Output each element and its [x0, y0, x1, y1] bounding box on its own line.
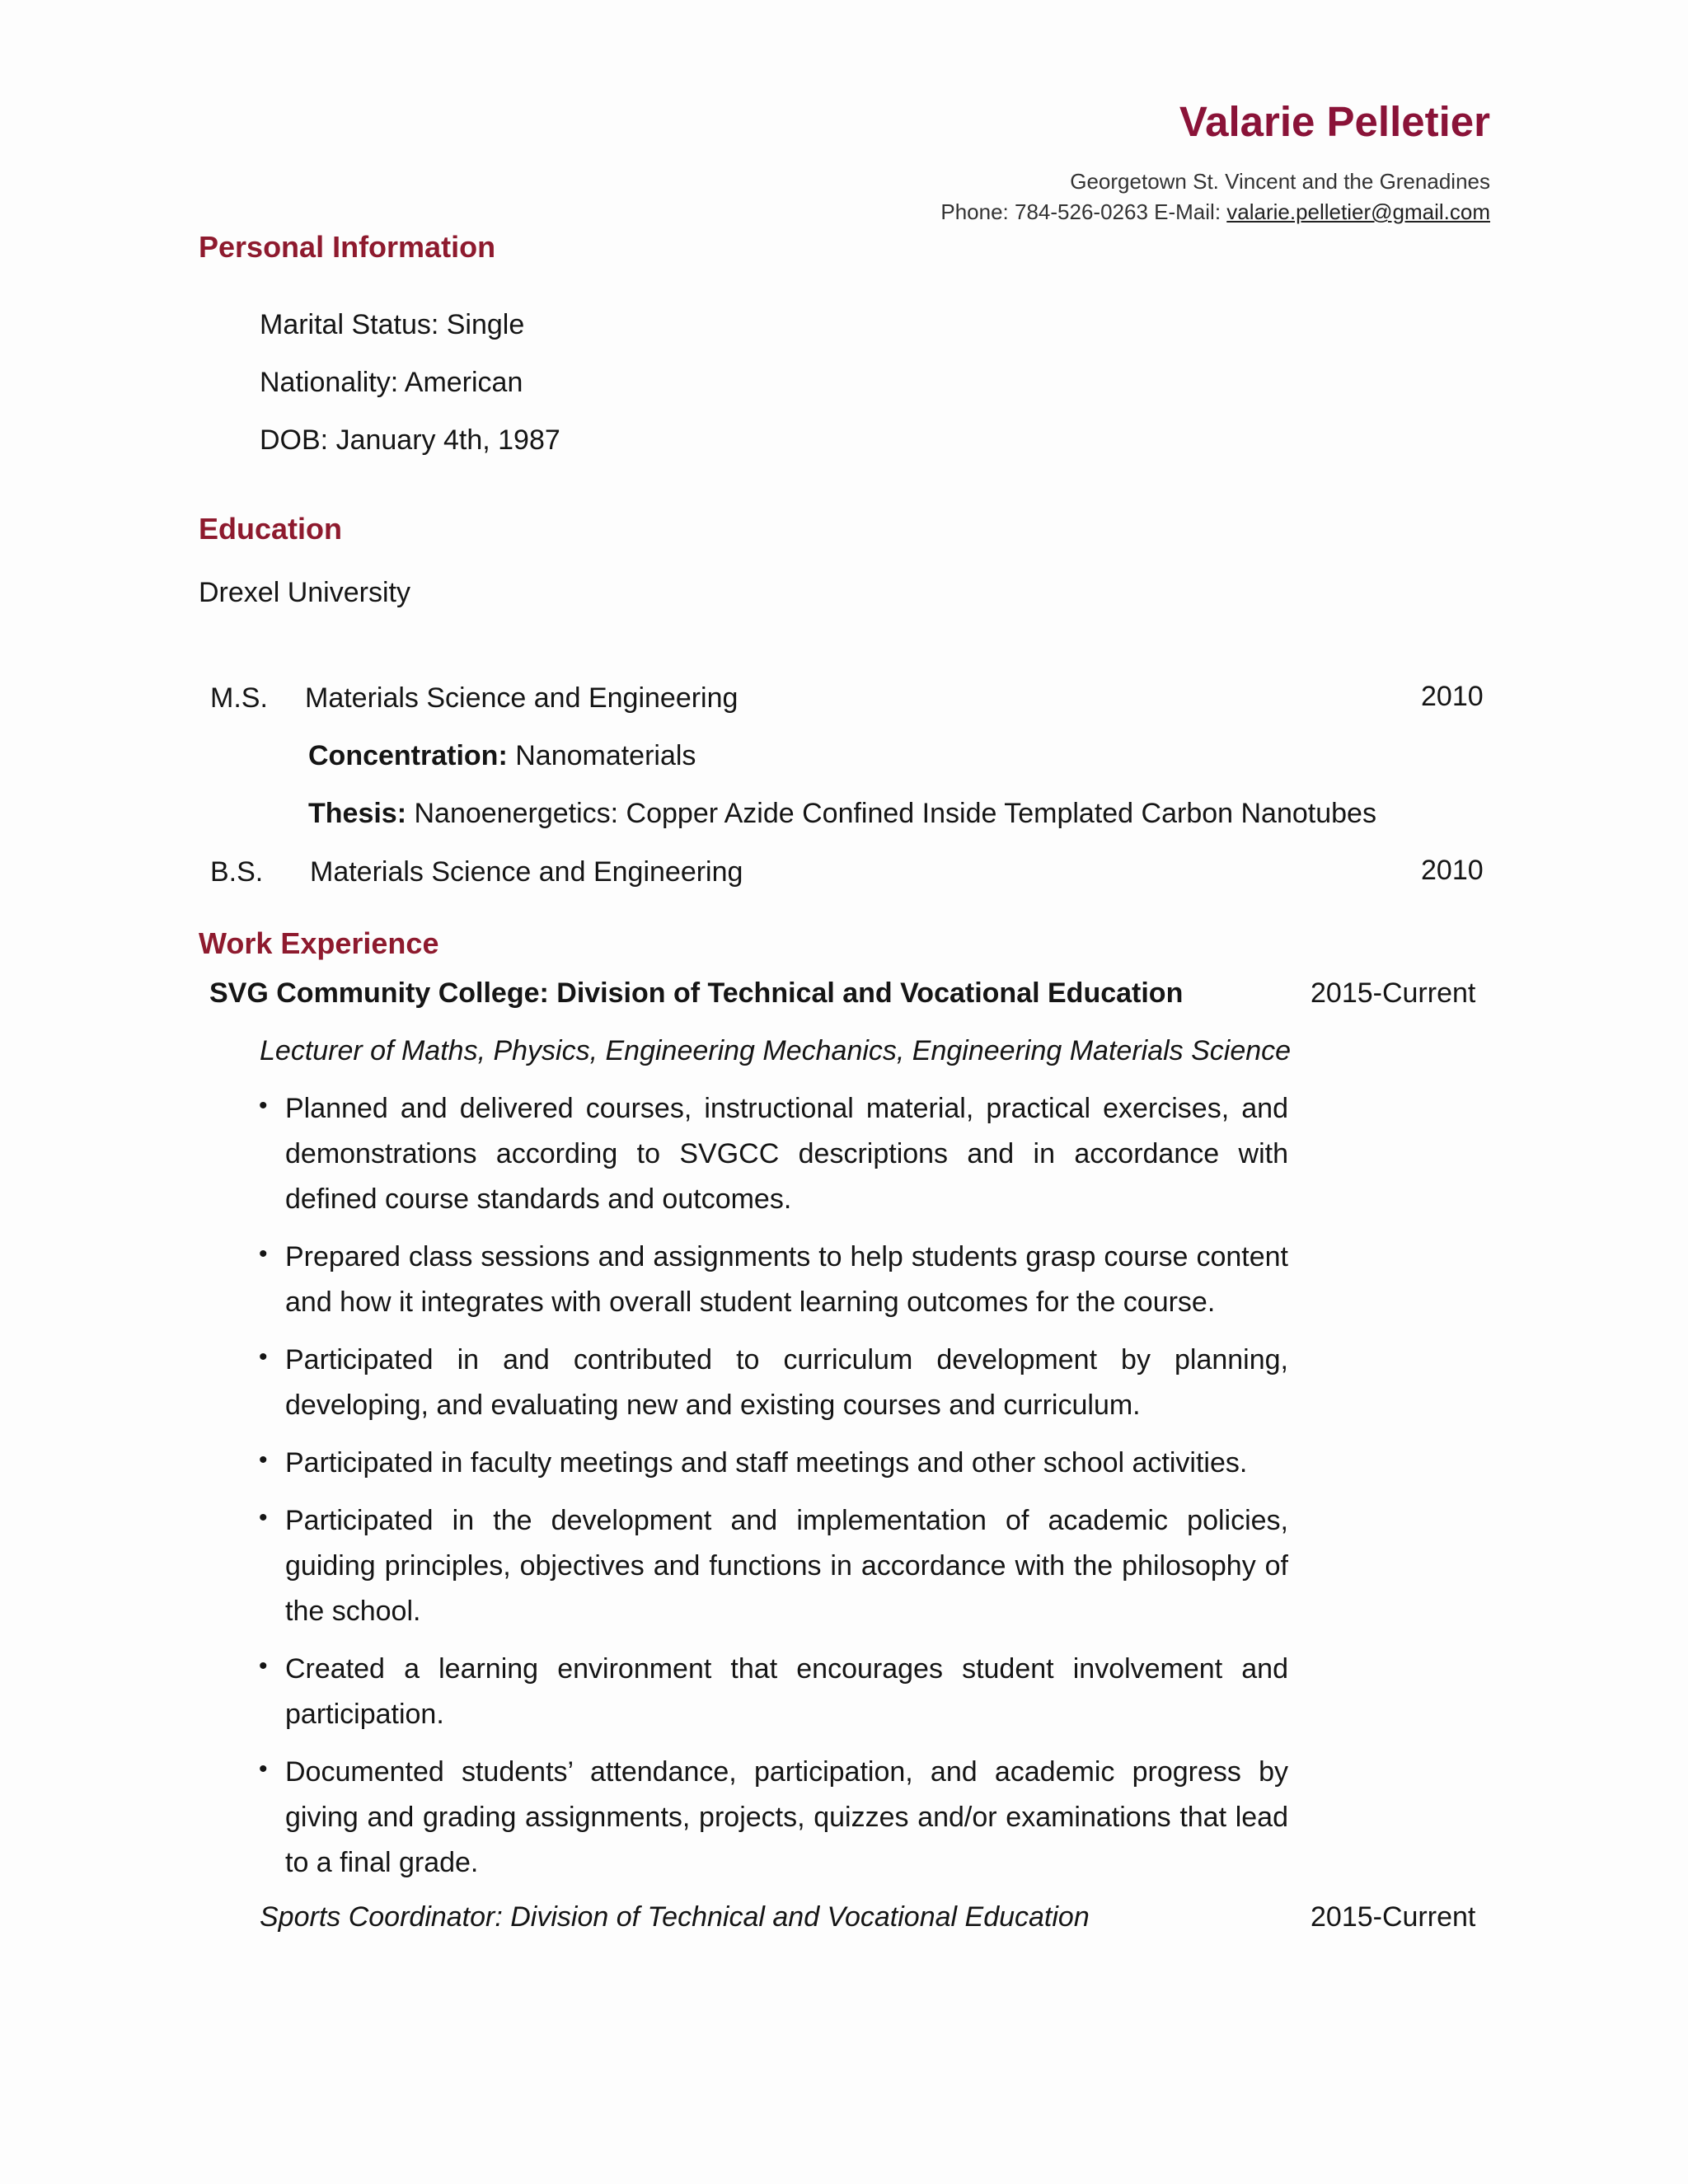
list-item: • Participated in the development and implementation of academic policies, guiding principles, objectives and functions in accordance with the philosophy of the school. [256, 1498, 1288, 1634]
employer-dates: 2015-Current [1311, 977, 1476, 1009]
list-item: • Created a learning environment that encourages student involvement and participation. [256, 1647, 1288, 1737]
concentration-label: Concentration: [308, 740, 508, 771]
school-name: Drexel University [199, 577, 410, 608]
thesis-label: Thesis: [308, 798, 407, 829]
marital-status: Marital Status: Single [260, 309, 525, 340]
list-item: • Planned and delivered courses, instructional material, practical exercises, and demonstrations according to SVGCC descriptions and in accordance with defined course standards and outcomes. [256, 1086, 1288, 1222]
thesis [308, 798, 1376, 830]
role-sports-coordinator-dates: 2015-Current [1311, 1901, 1476, 1933]
role-sports-coordinator: Sports Coordinator: Division of Technical and Vocational Education [260, 1901, 1090, 1933]
nationality: Nationality: American [260, 367, 523, 398]
bullet-icon: • [259, 1755, 268, 1783]
bullet-icon: • [259, 1092, 268, 1119]
duties-list [256, 1086, 1288, 1898]
bullet-icon: • [259, 1504, 268, 1531]
degree-ms-field: Materials Science and Engineering [305, 682, 738, 714]
contact-line [940, 199, 1490, 225]
personal-info-heading: Personal Information [199, 230, 496, 264]
list-item: • Participated in and contributed to curriculum development by planning, developing, and evaluating new and existing courses and curriculum. [256, 1338, 1288, 1428]
role-lecturer: Lecturer of Maths, Physics, Engineering Mechanics, Engineering Materials Science [260, 1035, 1292, 1066]
work-experience-heading: Work Experience [199, 926, 439, 960]
degree-bs-field: Materials Science and Engineering [310, 856, 743, 888]
bullet-icon: • [259, 1343, 268, 1371]
degree-bs-year: 2010 [1421, 855, 1484, 886]
concentration [308, 740, 696, 772]
candidate-name: Valarie Pelletier [1179, 98, 1490, 145]
list-item: • Participated in faculty meetings and staff meetings and other school activities. [256, 1441, 1288, 1486]
degree-bs: B.S. [210, 856, 264, 888]
bullet-icon: • [259, 1652, 268, 1680]
thesis-value: Nanoenergetics: Copper Azide Confined Inside Templated Carbon Nanotubes [406, 798, 1376, 829]
phone-label: Phone: 784-526-0263 E-Mail: [940, 199, 1227, 224]
bullet-icon: • [259, 1446, 268, 1474]
employer: SVG Community College: Division of Technical and Vocational Education [209, 977, 1184, 1009]
dob: DOB: January 4th, 1987 [260, 424, 560, 456]
address: Georgetown St. Vincent and the Grenadines [1070, 169, 1490, 194]
concentration-value: Nanomaterials [507, 740, 696, 771]
degree-ms-year: 2010 [1421, 681, 1484, 712]
education-heading: Education [199, 512, 343, 546]
bullet-icon: • [259, 1240, 268, 1268]
list-item: • Documented students’ attendance, participation, and academic progress by giving and grading assignments, projects, quizzes and/or examinations that lead to a final grade. [256, 1750, 1288, 1886]
email-link[interactable]: valarie.pelletier@gmail.com [1226, 199, 1490, 224]
degree-ms: M.S. [210, 682, 268, 714]
list-item: • Prepared class sessions and assignments to help students grasp course content and how it integrates with overall student learning outcomes for the course. [256, 1235, 1288, 1325]
